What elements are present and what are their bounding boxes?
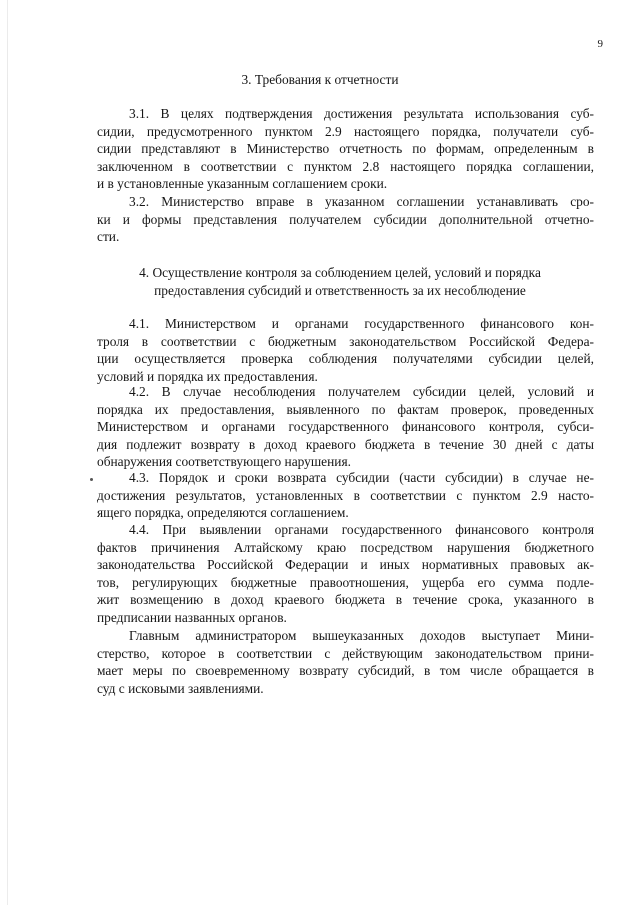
text-line: троля в соответствии с бюджетным законодательством Российской Федера- (97, 333, 594, 349)
text-line: предписании названных органов. (97, 609, 287, 625)
paragraph-4-3 (97, 469, 594, 522)
text-line: мает меры по своевременному возврату субсидий, в том числе обращается в (97, 663, 594, 678)
text-line: 3.2. Министерство вправе в указанном соглашении устанавливать сро- (129, 194, 594, 209)
text-line: жит возмещению в доход краевого бюджета в течение срока, указанного в (97, 592, 594, 607)
text-line: законодательства Российской Федерации и иных нормативных правовых ак- (97, 557, 594, 572)
text-line: сти. (97, 229, 120, 244)
text-line: 4.3. Порядок и сроки возврата субсидии (части субсидии) в случае не- (129, 470, 594, 485)
page-number: 9 (597, 38, 603, 50)
text-line: стерство, которое в соответствии с действующим законодательством прини- (97, 645, 594, 661)
paragraph-4-1 (97, 315, 594, 385)
text-line: достижения результатов, установленных в соответствии с пунктом 2.9 насто- (97, 487, 594, 503)
text-line: 4.4. При выявлении органами государственного финансового контроля (129, 522, 594, 537)
text-line: ящего порядка, определяются соглашением. (97, 505, 349, 520)
text-line: и в установленные указанным соглашением сроки. (97, 176, 388, 191)
text-line: Главным администратором вышеуказанных доходов выступает Мини- (129, 628, 594, 643)
text-line: дия подлежит возврату в доход краевого бюджета в течение 30 дней с даты (97, 436, 594, 452)
section-4-heading (100, 264, 580, 299)
text-line: суд с исковыми заявлениями. (97, 680, 264, 696)
scan-edge (7, 0, 8, 905)
text-line: порядка их предоставления, выявленного по фактам проверок, проведенных (97, 401, 594, 417)
paragraph-4-2 (97, 383, 594, 471)
section-4-heading-line-1: 4. Осуществление контроля за соблюдением целей, условий и порядка (139, 265, 541, 280)
scan-speck (90, 478, 93, 481)
section-3-heading: 3. Требования к отчетности (241, 72, 399, 87)
text-line: обнаружения соответствующего нарушения. (97, 454, 351, 469)
text-line: 4.1. Министерством и органами государственного финансового кон- (129, 316, 594, 331)
text-line: тов, регулирующих бюджетные правоотношения, ущерба его сумма подле- (97, 574, 594, 590)
paragraph-4-5 (97, 627, 594, 697)
text-line: Министерством и органами государственного финансового контроля, субси- (97, 419, 594, 434)
section-4-heading-line-2: предоставления субсидий и ответственность за их несоблюдение (154, 282, 526, 298)
paragraph-3-1 (97, 105, 594, 193)
paragraph-4-4 (97, 521, 594, 626)
text-line: сидии, предусмотренного пунктом 2.9 настоящего порядка, получатели суб- (97, 123, 594, 139)
text-line: заключенном в соответствии с пунктом 2.8 настоящего порядка соглашении, (97, 158, 594, 174)
paragraph-3-2 (97, 193, 594, 246)
text-line: ки и формы представления получателем субсидии дополнительной отчетно- (97, 211, 594, 227)
text-line: условий и порядка их предоставления. (97, 368, 318, 384)
text-line: 3.1. В целях подтверждения достижения результата использования суб- (129, 106, 594, 121)
text-line: фактов причинения Алтайскому краю посредством нарушения бюджетного (97, 539, 594, 555)
text-line: ции осуществляется проверка соблюдения получателями субсидии целей, (97, 351, 594, 366)
text-line: 4.2. В случае несоблюдения получателем субсидии целей, условий и (129, 384, 594, 399)
text-line: сидии представляют в Министерство отчетность по формам, определенным в (97, 141, 594, 156)
